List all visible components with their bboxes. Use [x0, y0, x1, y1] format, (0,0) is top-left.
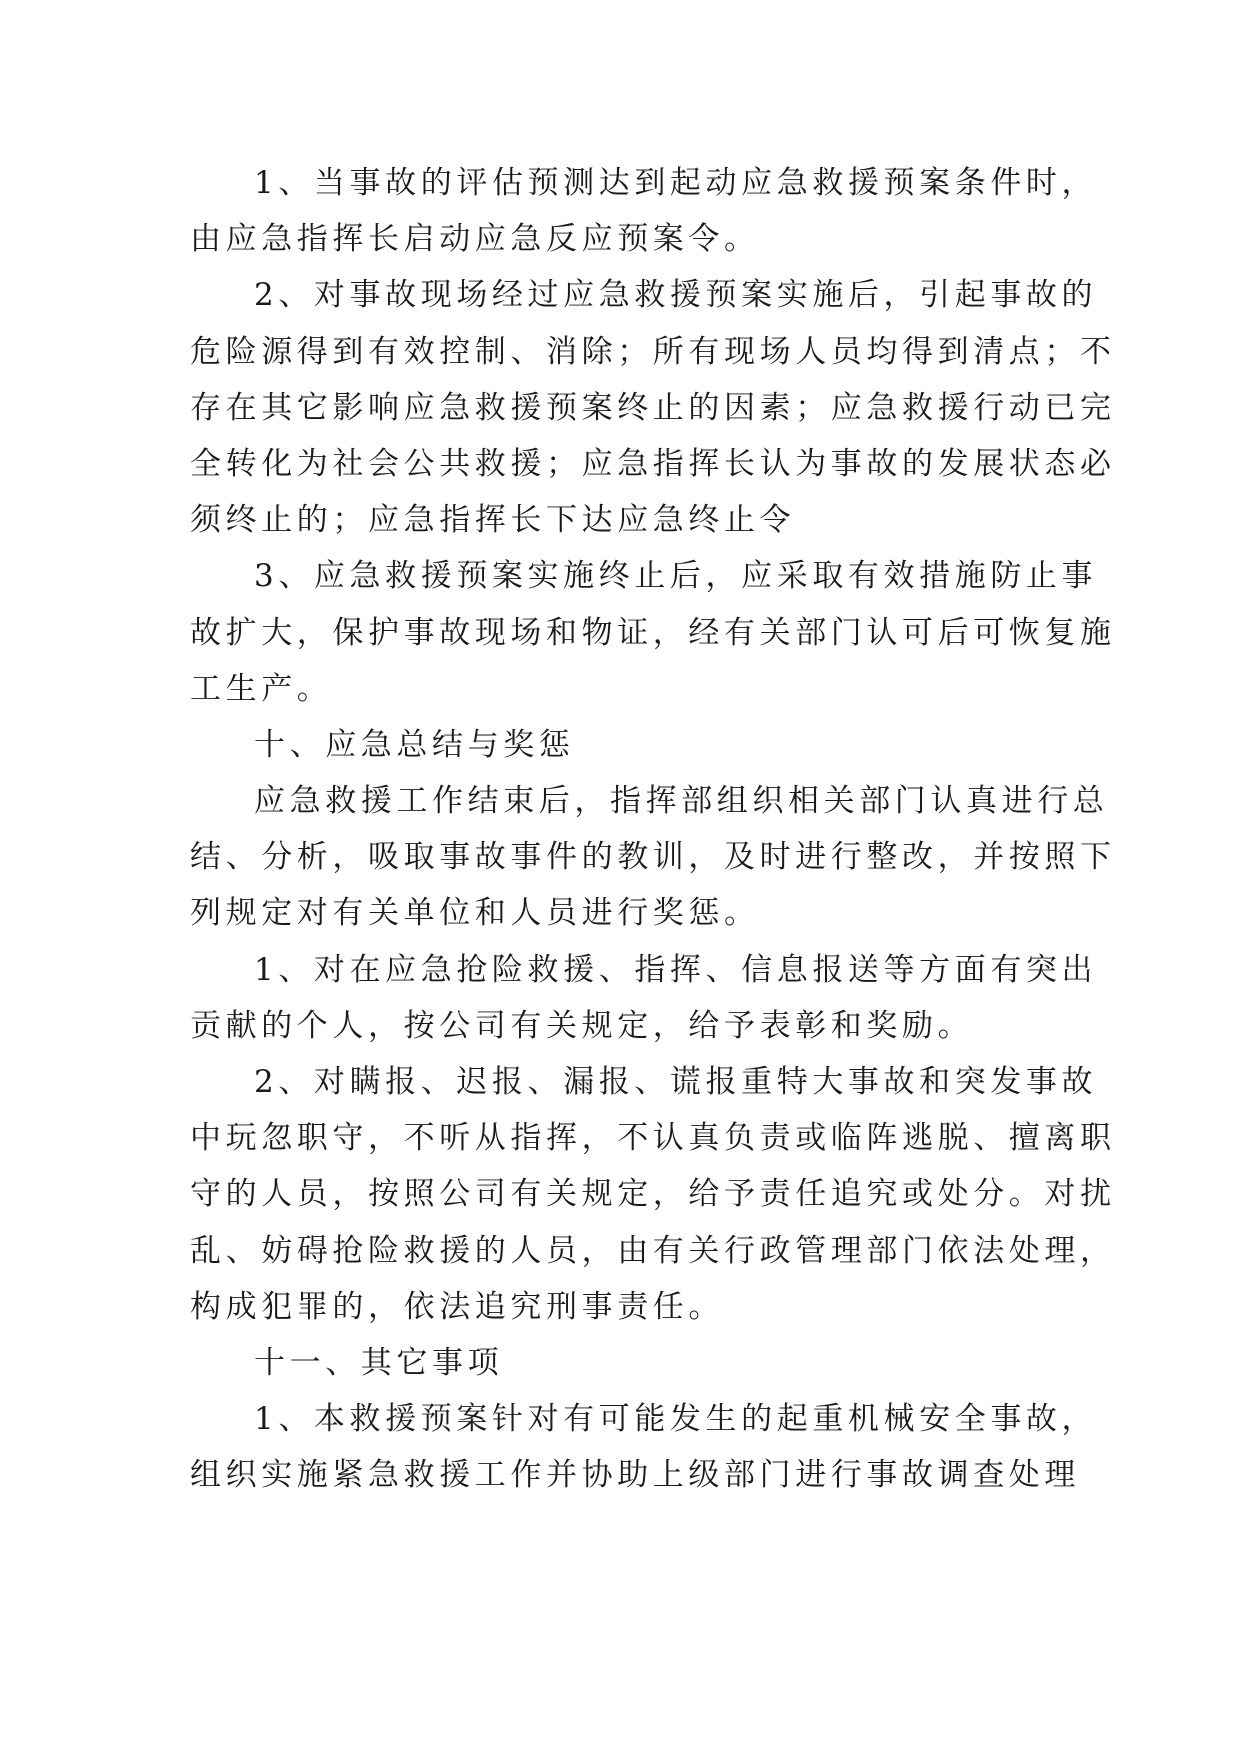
paragraph-line: 守的人员，按照公司有关规定，给予责任追究或处分。对扰: [190, 1176, 1116, 1213]
paragraph-line: 全转化为社会公共救援；应急指挥长认为事故的发展状态必: [190, 445, 1116, 482]
paragraph-line: 故扩大，保护事故现场和物证，经有关部门认可后可恢复施: [190, 614, 1116, 651]
paragraph-line: 须终止的；应急指挥长下达应急终止令: [190, 502, 796, 539]
paragraph-line: 由应急指挥长启动应急反应预案令。: [190, 221, 760, 258]
paragraph-line: 1、对在应急抢险救援、指挥、信息报送等方面有突出: [254, 951, 1098, 988]
paragraph-line: 1、本救援预案针对有可能发生的起重机械安全事故，: [254, 1401, 1098, 1438]
paragraph-line: 结、分析，吸取事故事件的教训，及时进行整改，并按照下: [190, 839, 1116, 876]
paragraph-line: 贡献的个人，按公司有关规定，给予表彰和奖励。: [190, 1007, 974, 1044]
paragraph-line: 存在其它影响应急救援预案终止的因素；应急救援行动已完: [190, 389, 1116, 426]
paragraph-line: 2、对事故现场经过应急救援预案实施后，引起事故的: [254, 277, 1098, 314]
section-heading: 十、应急总结与奖惩: [254, 726, 575, 763]
paragraph-line: 危险源得到有效控制、消除；所有现场人员均得到清点；不: [190, 333, 1116, 370]
paragraph-line: 2、对瞒报、迟报、漏报、谎报重特大事故和突发事故: [254, 1064, 1098, 1100]
paragraph-line: 应急救援工作结束后，指挥部组织相关部门认真进行总: [254, 783, 1109, 820]
paragraph-line: 构成犯罪的，依法追究刑事责任。: [190, 1288, 724, 1325]
paragraph-line: 乱、妨碍抢险救援的人员，由有关行政管理部门依法处理，: [190, 1232, 1116, 1269]
paragraph-line: 3、应急救援预案实施终止后，应采取有效措施防止事: [254, 558, 1098, 595]
paragraph-line: 工生产。: [190, 670, 333, 707]
document-body: [190, 155, 1116, 1504]
paragraph-line: 1、当事故的评估预测达到起动应急救援预案条件时，: [254, 165, 1098, 201]
section-heading: 十一、其它事项: [254, 1344, 504, 1381]
paragraph-line: 组织实施紧急救援工作并协助上级部门进行事故调查处理: [190, 1457, 1080, 1494]
paragraph-line: 中玩忽职守，不听从指挥，不认真负责或临阵逃脱、擅离职: [190, 1120, 1116, 1157]
paragraph-line: 列规定对有关单位和人员进行奖惩。: [190, 895, 760, 932]
